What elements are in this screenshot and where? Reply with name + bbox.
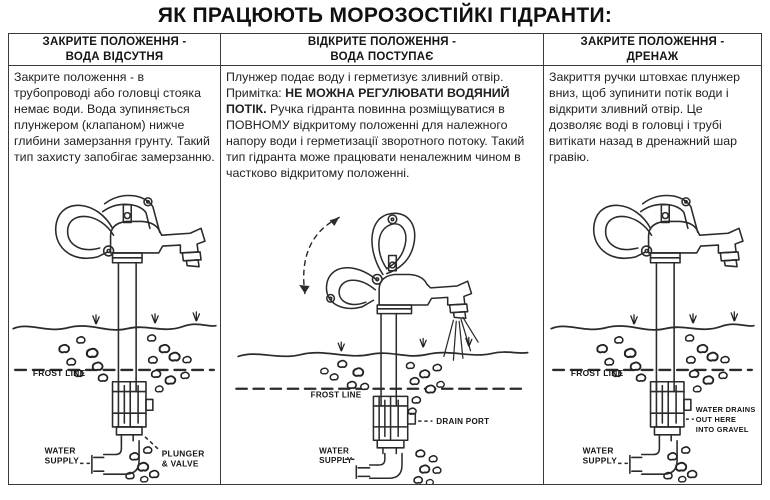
- hydrant-table: [8, 33, 762, 485]
- column-open-water-flows: [220, 34, 543, 484]
- column-body: [221, 66, 543, 484]
- header-line-2: ВОДА ВІДСУТНЯ: [65, 50, 164, 63]
- hydrant-standpipe: [381, 314, 396, 406]
- frost-line-label: [311, 390, 362, 399]
- frost-line-label: [571, 368, 624, 378]
- column-body: [544, 66, 761, 484]
- column-header: [544, 34, 761, 66]
- svg-text:SUPPLY: SUPPLY: [319, 456, 353, 466]
- hydrant-diagram-open: [221, 206, 543, 484]
- column-body-text: Закриття ручки штовхає плунжер вниз, щоб зупинити потік води і відкрити зливний отвір. Це дозволяє воді в головці і трубі витікати назад в дренажний шар гравію.: [549, 70, 741, 164]
- hydrant-diagram-closed: [9, 189, 220, 484]
- svg-text:FROST LINE: FROST LINE: [32, 367, 86, 378]
- ground-line: [238, 337, 527, 356]
- body-text-normal: Плунжер подає воду і герметизує зливний отвір. Примітка:: [226, 70, 504, 100]
- column-body-text: Закрите положення - в трубопроводі або головці стояка немає води. Вода зупиняється плунжером (клапаном) нижче глибини замерзання грунту. Такий тип захисту запобігає замерзанню.: [14, 70, 215, 164]
- svg-text:INTO GRAVEL: INTO GRAVEL: [695, 424, 749, 434]
- page-title: ЯК ПРАЦЮЮТЬ МОРОЗОСТІЙКІ ГІДРАНТИ:: [157, 4, 613, 27]
- header-line-1: ВІДКРИТЕ ПОЛОЖЕННЯ -: [307, 36, 457, 48]
- water-drains-label: [686, 405, 756, 434]
- svg-text:FROST LINE: FROST LINE: [570, 367, 624, 378]
- drain-port-label: [418, 417, 489, 426]
- body-text-normal: Ручка гідранта повинна розміщуватися в ПОВНОМУ відкритому положенні для належного напору води і герметизації зворотного потоку. Такий тип гідранта може працювати неналежним чином в частково відкритому положенні.: [226, 102, 525, 180]
- plunger-valve-label: [145, 437, 205, 469]
- column-body: [9, 66, 220, 484]
- svg-text:WATER: WATER: [582, 445, 614, 456]
- svg-text:& VALVE: & VALVE: [161, 458, 199, 469]
- column-closed-drain: [543, 34, 761, 484]
- column-header: [221, 34, 543, 66]
- svg-text:WATER: WATER: [319, 446, 350, 456]
- column-header: [9, 34, 220, 66]
- body-text-note-bold: НЕ МОЖНА РЕГУЛЮВАТИ ВОДЯНИЙ ПОТІК.: [226, 86, 510, 116]
- frost-line-label: [33, 368, 86, 378]
- svg-text:DRAIN PORT: DRAIN PORT: [436, 417, 490, 427]
- svg-text:PLUNGER: PLUNGER: [161, 448, 205, 459]
- hydrant-head-open: [372, 256, 471, 319]
- column-closed-no-water: [9, 34, 220, 484]
- svg-text:FROST LINE: FROST LINE: [310, 390, 362, 400]
- supply-elbow: [356, 454, 402, 479]
- water-supply-label: [45, 446, 91, 466]
- svg-text:WATER: WATER: [44, 445, 76, 456]
- header-line-1: ЗАКРИТЕ ПОЛОЖЕННЯ -: [42, 36, 187, 48]
- header-line-2: ВОДА ПОСТУПАЄ: [330, 50, 434, 63]
- hydrant-handle-raised: [326, 213, 414, 308]
- column-body-text: [221, 66, 543, 181]
- water-supply-label: [319, 447, 354, 466]
- svg-text:OUT HERE: OUT HERE: [695, 415, 737, 425]
- plunger-valve-assembly: [373, 396, 415, 453]
- svg-text:SUPPLY: SUPPLY: [582, 455, 618, 466]
- svg-text:WATER DRAINS: WATER DRAINS: [695, 405, 756, 415]
- hydrant-diagram-drain: [544, 189, 761, 484]
- water-supply-label: [583, 446, 629, 466]
- header-line-2: ДРЕНАЖ: [626, 50, 679, 63]
- handle-motion-arc: [299, 217, 339, 293]
- header-line-1: ЗАКРИТЕ ПОЛОЖЕННЯ -: [580, 36, 725, 48]
- svg-text:SUPPLY: SUPPLY: [44, 455, 80, 466]
- gravel-rocks: [321, 361, 444, 484]
